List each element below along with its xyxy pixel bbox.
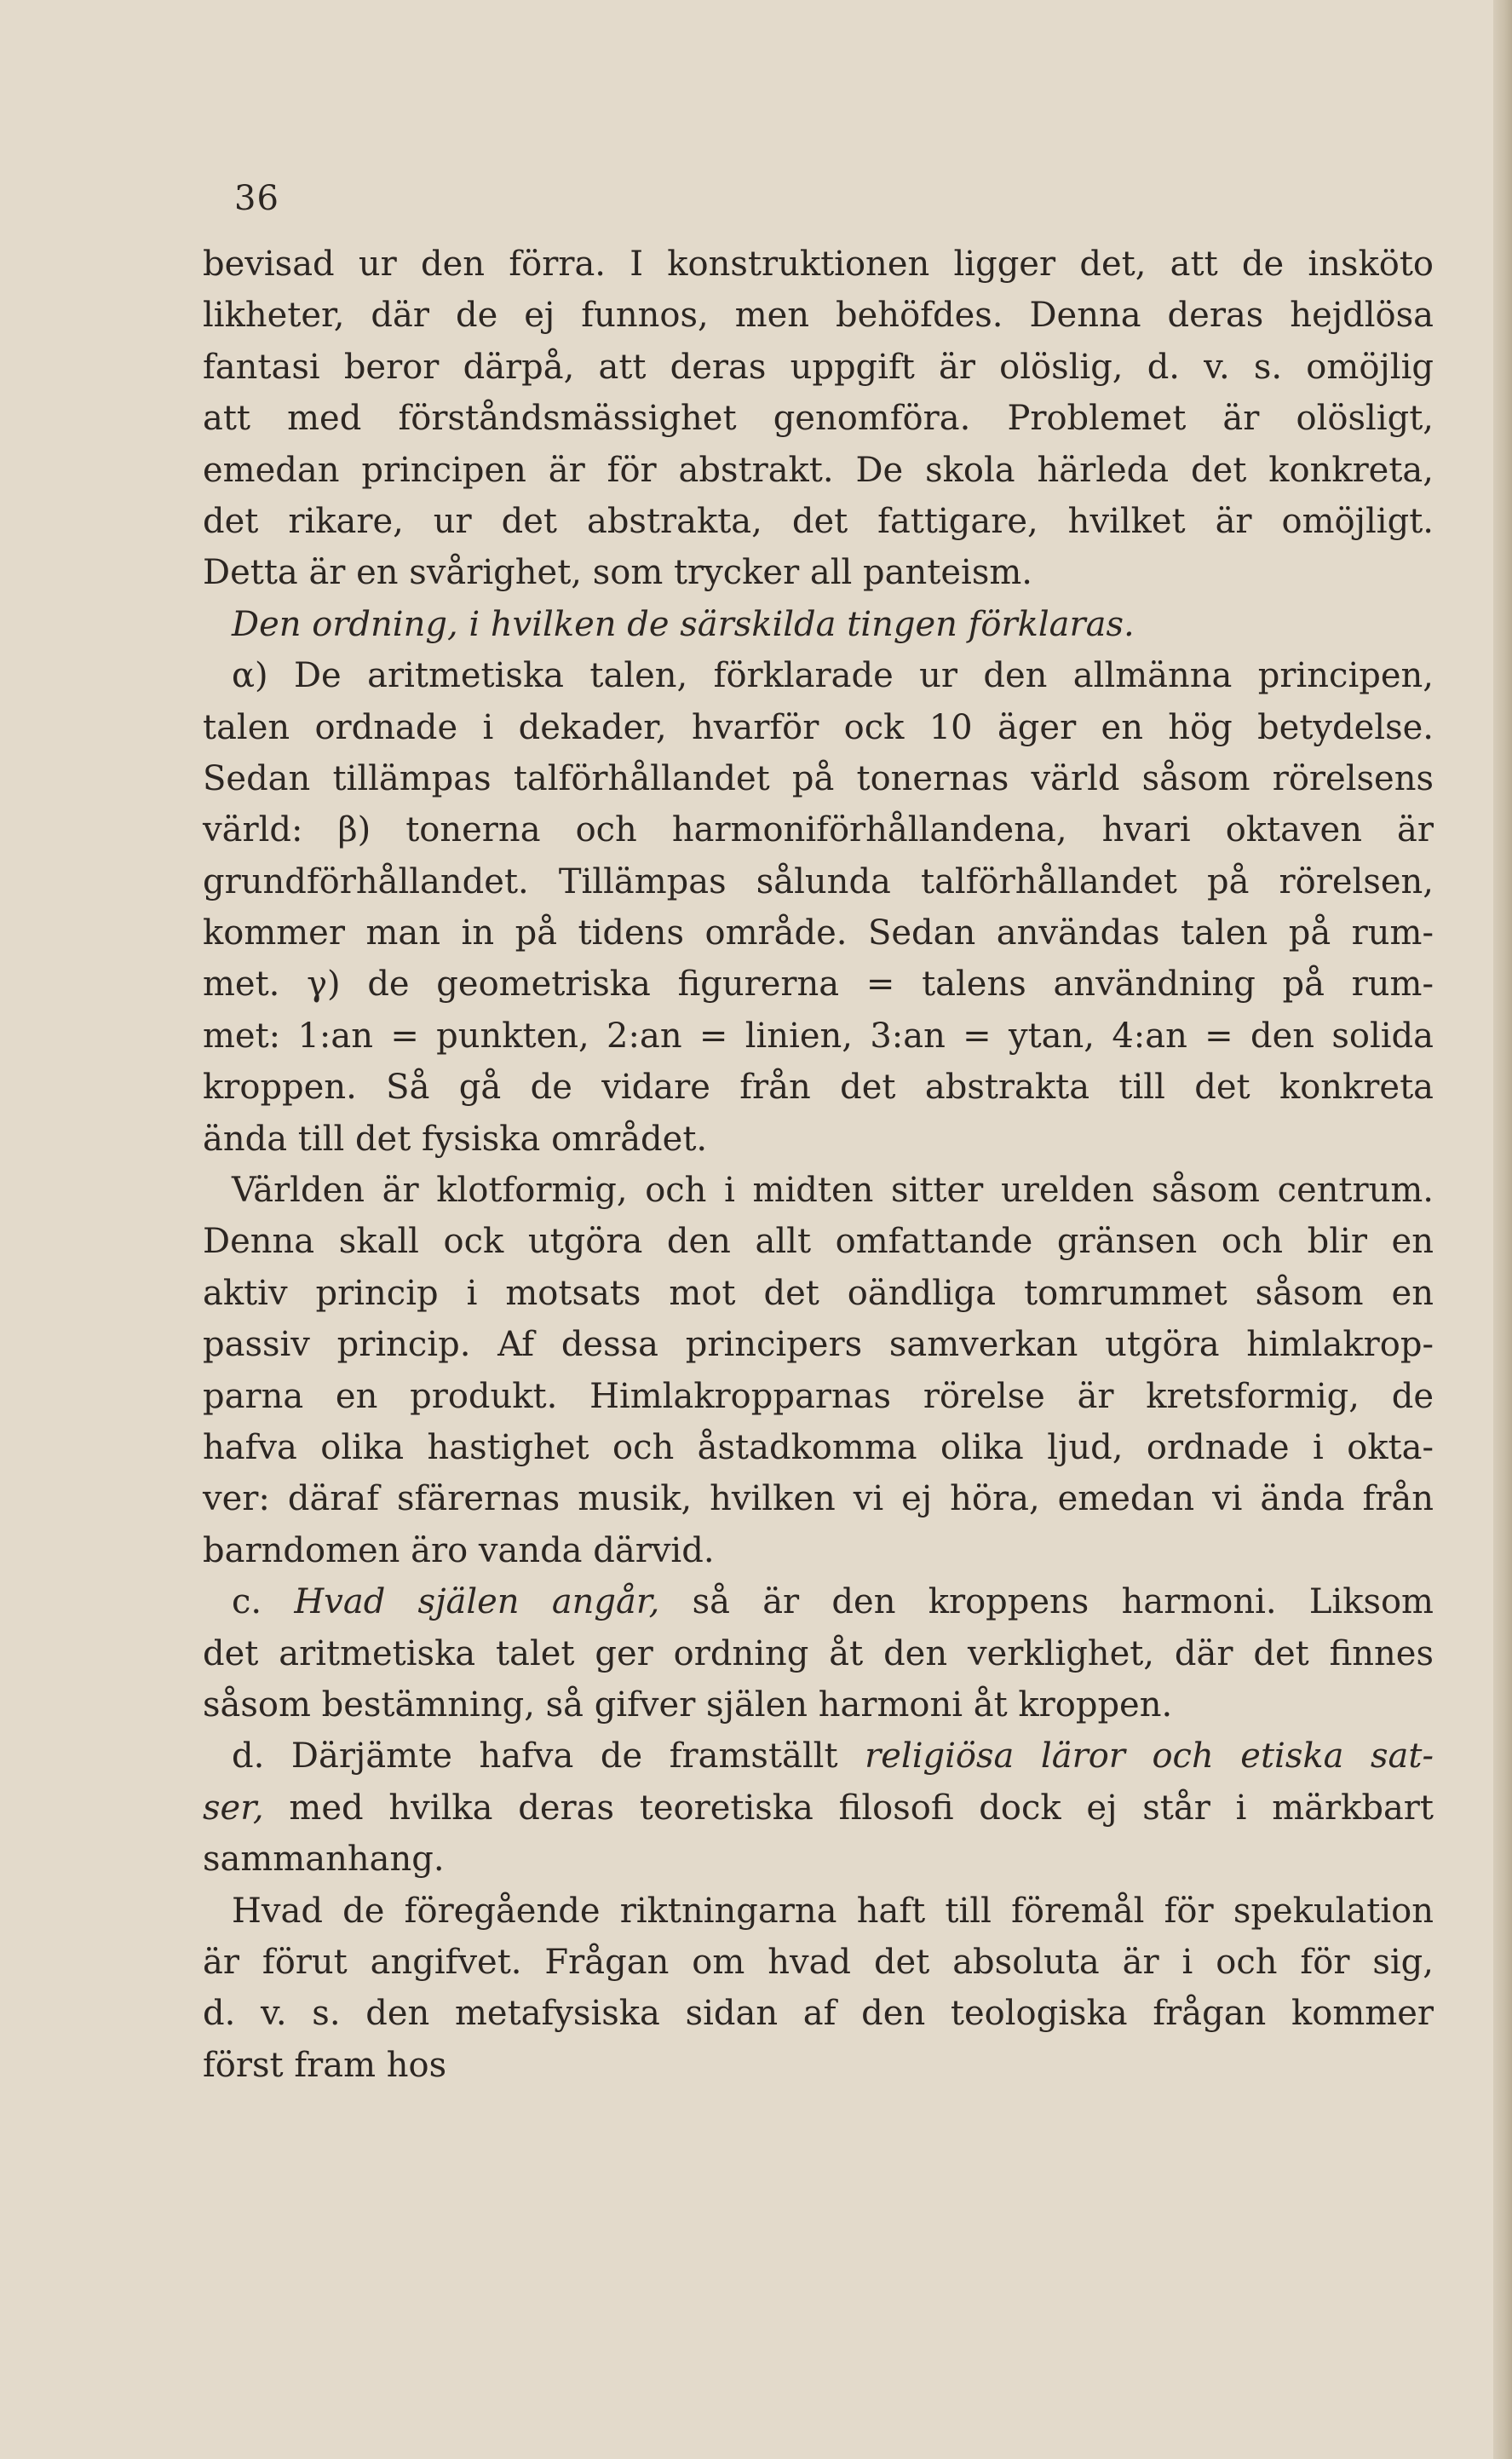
text-line: Sedan tillämpas talförhållandet på tonernas värld såsom rörelsens (203, 758, 1434, 798)
emphasized-text: Den ordning, i hvilken de särskilda tingen förklaras. (232, 604, 1135, 644)
emphasized-text: religiösa läror och etiska sat- (865, 1736, 1434, 1777)
text-line: hafva olika hastighet och åstadkomma olika ljud, ordnade i okta- (203, 1427, 1434, 1467)
text-line: likheter, där de ej funnos, men behöfdes. Denna deras hejdlösa (203, 296, 1434, 336)
text-line: Denna skall ock utgöra den allt omfattande gränsen och blir en (203, 1222, 1434, 1262)
page-edge (1493, 0, 1512, 2459)
text-line: ver: däraf sfärernas musik, hvilken vi ej höra, emedan vi ända från (203, 1479, 1434, 1519)
text-line: grundförhållandet. Tillämpas sålunda talförhållandet på rörelsen, (203, 861, 1434, 901)
text-line: aktiv princip i motsats mot det oändliga tomrummet såsom en (203, 1273, 1434, 1313)
body-text (203, 239, 1434, 2091)
text-line: det rikare, ur det abstrakta, det fattigare, hvilket är omöjligt. (203, 501, 1434, 541)
text-line (203, 1731, 1434, 1782)
text-line: först fram hos (203, 2045, 447, 2085)
text-line: är förut angifvet. Frågan om hvad det absoluta är i och för sig, (203, 1942, 1434, 1982)
text-line: kroppen. Så gå de vidare från det abstrakta till det konkreta (203, 1068, 1434, 1108)
text-run: d. Därjämte hafva de framställt (232, 1736, 865, 1777)
text-line: det aritmetiska talet ger ordning åt den verklighet, där det finnes (203, 1633, 1434, 1673)
text-line: emedan principen är för abstrakt. De skola härleda det konkreta, (203, 450, 1434, 490)
text-line (203, 1782, 1434, 1834)
text-run: med hvilka deras teoretiska filosofi dock ej står i märkbart (263, 1788, 1434, 1828)
text-line (203, 599, 1434, 650)
text-line: Världen är klotformig, och i midten sitter urelden såsom centrum. (232, 1171, 1434, 1211)
text-line: met. γ) de geometriska figurerna = talens användning på rum- (203, 965, 1434, 1005)
text-line: parna en produkt. Himlakropparnas rörelse är kretsformig, de (203, 1376, 1434, 1416)
text-line: α) De aritmetiska talen, förklarade ur den allmänna principen, (232, 656, 1434, 696)
text-line: kommer man in på tidens område. Sedan användas talen på rum- (203, 913, 1434, 953)
text-line: värld: β) tonerna och harmoniförhållandena, hvari oktaven är (203, 810, 1434, 850)
text-line: fantasi beror därpå, att deras uppgift är olöslig, d. v. s. omöjlig (203, 347, 1434, 387)
text-line: d. v. s. den metafysiska sidan af den teologiska frågan kommer (203, 1994, 1434, 2034)
emphasized-text: ser, (203, 1788, 264, 1828)
text-line: bevisad ur den förra. I konstruktionen ligger det, att de insköto (203, 245, 1434, 284)
text-line: passiv princip. Af dessa principers samverkan utgöra himlakrop- (203, 1325, 1434, 1365)
text-line: att med förståndsmässighet genomföra. Problemet är olösligt, (203, 399, 1434, 439)
text-line: talen ordnade i dekader, hvarför ock 10 äger en hög betydelse. (203, 707, 1434, 747)
text-line: såsom bestämning, så gifver själen harmoni åt kroppen. (203, 1684, 1173, 1725)
text-line (203, 1576, 1434, 1627)
text-line: Hvad de föregående riktningarna haft till föremål för spekulation (232, 1891, 1434, 1931)
text-run: så är den kroppens harmoni. Liksom (659, 1582, 1434, 1622)
emphasized-text: Hvad själen angår, (294, 1582, 660, 1622)
text-line: met: 1:an = punkten, 2:an = linien, 3:an = ytan, 4:an = den solida (203, 1016, 1434, 1056)
text-run: c. (232, 1582, 295, 1622)
text-line: barndomen äro vanda därvid. (203, 1530, 715, 1570)
page-number: 36 (234, 179, 279, 218)
text-line: sammanhang. (203, 1840, 445, 1880)
text-line: Detta är en svårighet, som trycker all panteism. (203, 553, 1032, 593)
text-line: ända till det fysiska området. (203, 1119, 708, 1159)
